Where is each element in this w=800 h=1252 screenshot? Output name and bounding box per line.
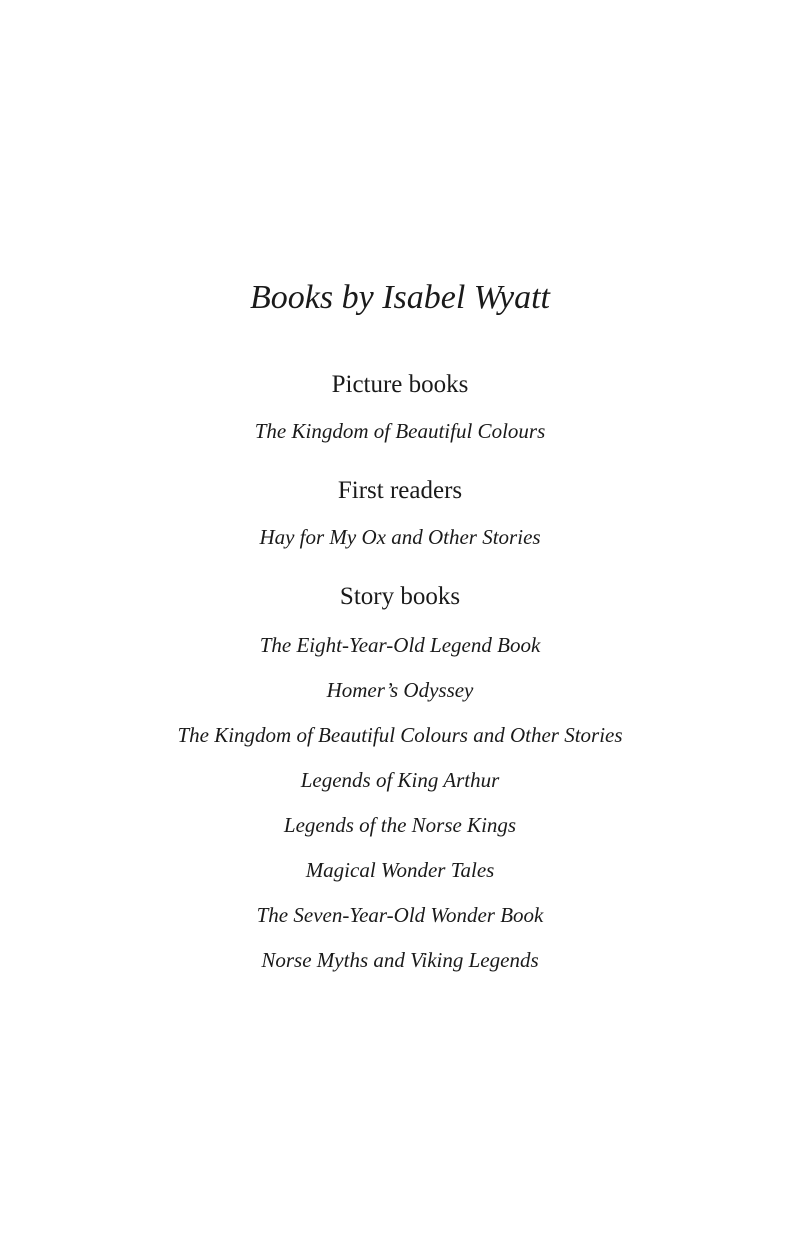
book-title: Magical Wonder Tales	[305, 858, 495, 882]
book-title: Hay for My Ox and Other Stories	[259, 525, 541, 549]
book-title: Legends of King Arthur	[300, 768, 500, 792]
book-title: The Kingdom of Beautiful Colours	[254, 419, 546, 443]
book-title: Homer’s Odyssey	[326, 678, 474, 702]
section-heading-picture-books: Picture books	[331, 371, 469, 398]
section-heading-first-readers: First readers	[337, 477, 463, 504]
section-heading-story-books: Story books	[339, 583, 461, 610]
page-title: Books by Isabel Wyatt	[250, 279, 550, 316]
book-title: The Seven-Year-Old Wonder Book	[256, 903, 544, 927]
book-title: Legends of the Norse Kings	[283, 813, 517, 837]
book-title: The Kingdom of Beautiful Colours and Other Stories	[177, 723, 623, 747]
book-title: The Eight-Year-Old Legend Book	[259, 633, 541, 657]
book-title: Norse Myths and Viking Legends	[261, 948, 539, 972]
